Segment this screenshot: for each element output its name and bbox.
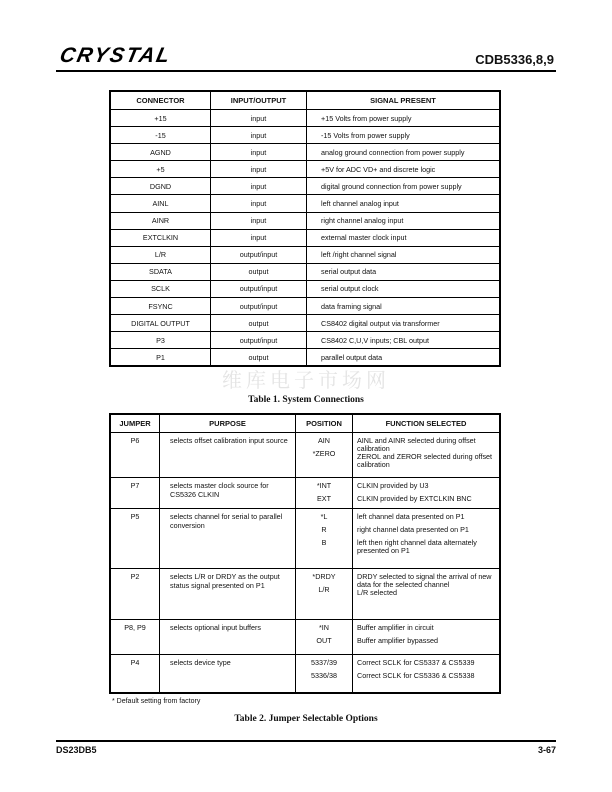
- table-cell: output/input: [211, 246, 307, 263]
- position-option: 5337/39: [311, 658, 337, 667]
- function-option: CLKIN provided by U3: [357, 481, 429, 490]
- column-header: POSITION: [296, 414, 353, 433]
- function-cell: [353, 433, 501, 478]
- table-cell: L/R: [110, 246, 211, 263]
- table-cell: input: [211, 178, 307, 195]
- jumper-cell: P8, P9: [110, 620, 160, 655]
- default-note: * Default setting from factory: [112, 698, 201, 705]
- jumper-cell: P7: [110, 478, 160, 509]
- function-option: DRDY selected to signal the arrival of new data for the selected channel: [357, 572, 492, 589]
- table-row: [110, 127, 500, 144]
- function-cell: [353, 569, 501, 620]
- position-option: B: [321, 538, 327, 547]
- jumper-cell: P5: [110, 509, 160, 569]
- jumper-cell: P2: [110, 569, 160, 620]
- table-cell: AINR: [110, 212, 211, 229]
- function-option: CLKIN provided by EXTCLKIN BNC: [357, 494, 472, 503]
- table-row: [110, 161, 500, 178]
- document-title: CDB5336,8,9: [475, 52, 554, 67]
- position-cell: [296, 569, 353, 620]
- position-option: R: [321, 525, 327, 534]
- purpose-cell: selects offset calibration input source: [160, 433, 296, 478]
- function-option: ZEROL and ZEROR selected during offset calibration: [357, 452, 493, 469]
- table-row: [110, 349, 500, 367]
- table-cell: output: [211, 263, 307, 280]
- position-option: *L: [320, 512, 328, 521]
- table-cell: -15: [110, 127, 211, 144]
- table-row: [110, 478, 500, 509]
- purpose-cell: selects optional input buffers: [160, 620, 296, 655]
- position-cell: [296, 655, 353, 693]
- purpose-cell: selects L/R or DRDY as the output status signal presented on P1: [160, 569, 296, 620]
- table-cell: +15: [110, 110, 211, 127]
- table-cell: input: [211, 161, 307, 178]
- footer-doc-id: DS23DB5: [56, 745, 97, 755]
- table-cell: data framing signal: [307, 298, 501, 315]
- table-cell: output/input: [211, 298, 307, 315]
- table-cell: AINL: [110, 195, 211, 212]
- table-row: [110, 298, 500, 315]
- table-cell: analog ground connection from power supply: [307, 144, 501, 161]
- header-rule: [56, 70, 556, 72]
- table-cell: parallel output data: [307, 349, 501, 367]
- jumper-cell: P6: [110, 433, 160, 478]
- table-cell: CS8402 C,U,V inputs; CBL output: [307, 332, 501, 349]
- table-cell: input: [211, 127, 307, 144]
- table-cell: input: [211, 229, 307, 246]
- position-option: *IN: [319, 623, 329, 632]
- table-cell: left channel analog input: [307, 195, 501, 212]
- watermark: 维库电子市场网: [222, 368, 390, 392]
- function-option: Buffer amplifier in circuit: [357, 623, 434, 632]
- table-row: [110, 229, 500, 246]
- table-row: [110, 212, 500, 229]
- table-row: [110, 144, 500, 161]
- table1-caption: Table 1. System Connections: [248, 395, 364, 405]
- table-row: [110, 263, 500, 280]
- table-row: [110, 655, 500, 693]
- crystal-logo: [57, 44, 173, 68]
- function-option: Buffer amplifier bypassed: [357, 636, 438, 645]
- purpose-cell: selects master clock source for CS5326 CLKIN: [160, 478, 296, 509]
- table-cell: SCLK: [110, 280, 211, 297]
- position-cell: [296, 433, 353, 478]
- position-option: OUT: [316, 636, 332, 645]
- function-option: left channel data presented on P1: [357, 512, 465, 521]
- position-option: *INT: [316, 481, 332, 490]
- table-row: [110, 110, 500, 127]
- table-cell: output/input: [211, 332, 307, 349]
- system-connections-table: [109, 90, 501, 367]
- position-option: EXT: [317, 494, 331, 503]
- table-cell: CS8402 digital output via transformer: [307, 315, 501, 332]
- function-cell: [353, 478, 501, 509]
- table-cell: FSYNC: [110, 298, 211, 315]
- table2-caption: Table 2. Jumper Selectable Options: [234, 714, 378, 724]
- header-row: [110, 414, 500, 433]
- purpose-cell: selects device type: [160, 655, 296, 693]
- table-row: [110, 569, 500, 620]
- table-cell: EXTCLKIN: [110, 229, 211, 246]
- footer-rule: [56, 740, 556, 742]
- function-cell: [353, 509, 501, 569]
- table-row: [110, 315, 500, 332]
- jumper-cell: P4: [110, 655, 160, 693]
- table-row: [110, 195, 500, 212]
- footer-page-number: 3-67: [537, 745, 556, 755]
- jumper-options-table: [109, 413, 501, 694]
- function-option: right channel data presented on P1: [357, 525, 469, 534]
- table-cell: left /right channel signal: [307, 246, 501, 263]
- function-cell: [353, 620, 501, 655]
- table-cell: serial output data: [307, 263, 501, 280]
- position-option: L/R: [318, 585, 330, 594]
- column-header: JUMPER: [110, 414, 160, 433]
- column-header: INPUT/OUTPUT: [211, 91, 307, 110]
- table-cell: DGND: [110, 178, 211, 195]
- table-row: [110, 332, 500, 349]
- table-cell: +15 Volts from power supply: [307, 110, 501, 127]
- table-cell: P3: [110, 332, 211, 349]
- position-option: *ZERO: [312, 449, 336, 458]
- purpose-cell: selects channel for serial to parallel conversion: [160, 509, 296, 569]
- table-cell: right channel analog input: [307, 212, 501, 229]
- table-cell: P1: [110, 349, 211, 367]
- table-cell: output/input: [211, 280, 307, 297]
- table-cell: +5: [110, 161, 211, 178]
- table-row: [110, 509, 500, 569]
- position-option: 5336/38: [311, 671, 337, 680]
- table-cell: DIGITAL OUTPUT: [110, 315, 211, 332]
- header-row: [110, 91, 500, 110]
- function-option: left then right channel data alternately presented on P1: [357, 538, 477, 555]
- logo-text: CRYSTAL: [57, 44, 174, 67]
- table-row: [110, 246, 500, 263]
- table-cell: digital ground connection from power supply: [307, 178, 501, 195]
- column-header: SIGNAL PRESENT: [307, 91, 501, 110]
- function-option: AINL and AINR selected during offset calibration: [357, 436, 476, 453]
- table-row: [110, 620, 500, 655]
- table-cell: input: [211, 195, 307, 212]
- column-header: PURPOSE: [160, 414, 296, 433]
- table-cell: serial output clock: [307, 280, 501, 297]
- function-cell: [353, 655, 501, 693]
- table-row: [110, 433, 500, 478]
- position-option: *DRDY: [312, 572, 336, 581]
- table-cell: -15 Volts from power supply: [307, 127, 501, 144]
- table-cell: input: [211, 144, 307, 161]
- table-cell: SDATA: [110, 263, 211, 280]
- function-option: L/R selected: [357, 588, 397, 597]
- position-cell: [296, 620, 353, 655]
- table-cell: input: [211, 110, 307, 127]
- column-header: FUNCTION SELECTED: [353, 414, 501, 433]
- table-cell: input: [211, 212, 307, 229]
- table-cell: output: [211, 315, 307, 332]
- table-cell: AGND: [110, 144, 211, 161]
- table-cell: external master clock input: [307, 229, 501, 246]
- function-option: Correct SCLK for CS5336 & CS5338: [357, 671, 475, 680]
- position-option: AIN: [318, 436, 330, 445]
- column-header: CONNECTOR: [110, 91, 211, 110]
- table-cell: +5V for ADC VD+ and discrete logic: [307, 161, 501, 178]
- function-option: Correct SCLK for CS5337 & CS5339: [357, 658, 475, 667]
- position-cell: [296, 478, 353, 509]
- table-row: [110, 178, 500, 195]
- table-row: [110, 280, 500, 297]
- table-cell: output: [211, 349, 307, 367]
- position-cell: [296, 509, 353, 569]
